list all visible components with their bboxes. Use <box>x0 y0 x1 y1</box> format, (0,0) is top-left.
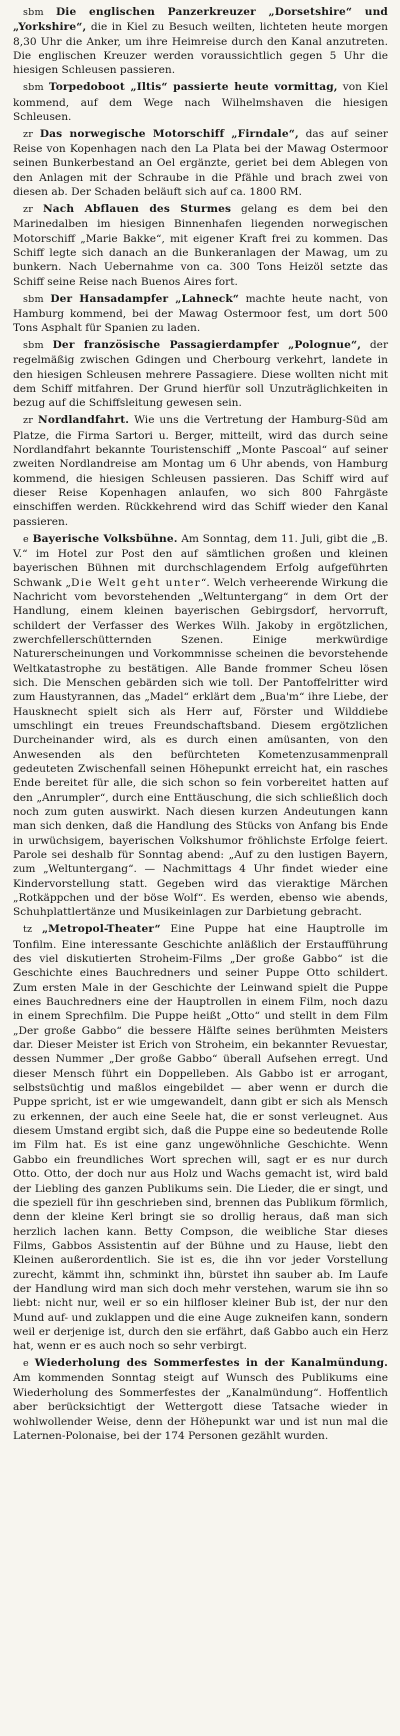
article-sommerfest <box>13 1356 388 1443</box>
author-tag: sbm <box>23 82 44 94</box>
article-body: Am kommenden Sonntag steigt auf Wunsch des Publikums eine Wiederholung des Sommerfestes der „Kanalmündung“. Hoffentlich aber berücksichtigt der Wettergott diese Tatsache wieder in wohlwollender Weise, denn der Höhepunkt war und ist nun mal die Laternen-Polonaise, bei der 174 Personen gezählt wurden. <box>13 1372 388 1442</box>
author-tag: sbm <box>23 293 44 305</box>
author-tag: e <box>23 1358 29 1370</box>
article-sturm <box>13 202 388 289</box>
article-body: von Kiel kommend, auf dem Wege nach Wilhelmshaven die hiesigen Schleusen. <box>13 81 388 123</box>
article-body: gelang es dem bei den Marinedalben im hiesigen Binnenhafen liegenden norwegischen Motorschiff „Marie Bakke“, mit eigener Kraft frei zu kommen. Das Schiff legte sich danach an die Bunkeranlagen der Mawag, um zu bunkern. Nach Uebernahme von ca. 300 Tons Heizöl setzte das Schiff seine Reise nach Buenos Aires fort. <box>13 202 389 288</box>
article-headline: Bayerische Volksbühne. <box>32 532 178 545</box>
article-headline: Nach Abflauen des Sturmes <box>42 202 232 215</box>
article-body: Am Sonntag, dem 11. Juli, gibt die „B. V.“ im Hotel zur Post den auf sämtlichen großen und kleinen bayerischen Bühnen mit durchschlagendem Erfolg aufgeführten Schwank „ <box>13 532 389 589</box>
author-tag: sbm <box>23 340 44 352</box>
author-tag: e <box>23 533 29 545</box>
article-motorschiff-firndale <box>13 127 388 200</box>
article-body: Eine Puppe hat eine Hauptrolle im Tonfilm. Eine interessante Geschichte anläßlich der Erstaufführung des viel diskutierten Stroheim-Films „Der große Gabbo“ ist die Geschichte eines Bauchredners und seiner Puppe Otto schildert. Zum ersten Male in der Geschichte der Leinwand spielt die Puppe eines Bauchredners eine der Hauptrollen in einem Film, noch dazu in einem Sprechfilm. Die Puppe heißt „Otto“ und stellt in dem Film „Der große Gabbo“ die bessere Hälfte seines berühmten Meisters dar. Dieser Meister ist Erich von Stroheim, ein bekannter Revuestar, dessen Nummer „Der große Gabbo“ überall Aufsehen erregt. Und dieser Mensch führt ein Doppelleben. Als Gabbo ist er arrogant, selbstsüchtig und maßlos eingebildet — aber wenn er durch die Puppe spricht, ist er wie umgewandelt, dann gibt er sich als Mensch zu erkennen, der auch eine Seele hat, die er sonst verleugnet. Aus diesem Umstand ergibt sich, daß die Puppe eine so bedeutende Rolle im Film hat. Es ist eine ganz ungewöhnliche Geschichte. Wenn Gabbo ein freundliches Wort sprechen will, sagt er es nur durch Otto. Otto, der doch nur aus Holz und Wachs gemacht ist, wird bald der Liebling des ganzen Publikums sein. Die Lieder, die er singt, und die speziell für ihn geschrieben sind, brennen das Publikum förmlich, denn der kleine Kerl bringt sie so drollig heraus, daß man sich herzlich lachen kann. Betty Compson, die weibliche Star dieses Films, Gabbos Assistentin auf der Bühne und zu Hause, liebt den Kleinen außerordentlich. Sie ist es, die ihn vor jeder Vorstellung zurecht, kämmt ihn, schminkt ihn, bürstet ihn sauber ab. Im Laufe der Handlung wird man sich doch mehr verstehen, warum sie ihn so liebt: nicht nur, weil er so ein hilfloser kleiner Bub ist, der nur den Mund auf- und zuklappen und die eine Auge zukneifen kann, sondern weil er derjenige ist, durch den sie erfährt, daß Gabbo auch ein Herz hat, wenn er es auch noch so sehr verbirgt. <box>13 923 388 1353</box>
article-body: machte heute nacht, von Hamburg kommend, bei der Mawag Ostermoor fest, um dort 500 Tons Asphalt für Spanien zu laden. <box>13 292 388 335</box>
article-headline: Wiederholung des Sommerfestes in der Kanalmündung. <box>34 1357 388 1370</box>
play-title: Die Welt geht unter <box>71 576 201 589</box>
article-body: “. Welch verheerende Wirkung die Nachricht vom bevorstehenden „Weltuntergang“ in dem Ort der Handlung, einem kleinen bayerischen Gebirgsdorf, hervorruft, schildert der Verfasser des Werkes Wilh. Jakoby in ergötzlichen, zwerchfellerschütternden Szenen. Einige merkwürdige Naturerscheinungen und Vorkommnisse scheinen die bevorstehende Weltkatastrophe zu bestätigen. Alle Bande frommer Scheu lösen sich. Die Menschen gebärden sich wie toll. Der Pantoffelritter wird zum Haustyrannen, das „Madel“ erklärt dem „Bua'm“ ihre Liebe, der Hausknecht spielt sich als Herr auf, Förster und Wilddiebe umschlingt ein treues Freundschaftsband. Diesem ergötzlichen Durcheinander wird, als es durch einen amüsanten, von den Anwesenden als den befürchteten Kometenzusammenprall gedeuteten Zwischenfall seinen Höhepunkt erreicht hat, ein rasches Ende bereitet für alle, die sich schon so fein vorbereitet hatten auf den „Anrumpler“, durch eine Enttäuschung, die sich schließlich doch noch zum guten auswirkt. Nach diesen kurzen Andeutungen kann man sich denken, daß die Handlung des Stücks von Anfang bis Ende in urwüchsigem, bayerischen Volkshumor fröhlichste Erfolge feiert. Parole sei deshalb für Sonntag abend: „Auf zu den lustigen Bayern, zum „Weltuntergang“. — Nachmittags 4 Uhr findet wieder eine Kindervorstellung statt. Gegeben wird das vieraktige Märchen „Rotkäppchen und der böse Wolf“. Es werden, ebenso wie abends, Schuhplattlertänze und Musikeinlagen zur Darbietung gebracht. <box>13 576 388 919</box>
article-body: Wie uns die Vertretung der Hamburg-Süd am Platze, die Firma Sartori u. Berger, mitteilt, wird das durch seine Nordlandfahrt bekannte Touristenschiff „Monte Pascoal“ auf seiner zweiten Nordlandreise am Montag um 6 Uhr abends, von Hamburg kommend, die hiesigen Schleusen passieren. Das Schiff wird auf dieser Reise Kopenhagen anlaufen, wo sich 800 Fahrgäste einschiffen werden. Rückkehrend wird das Schiff wieder den Kanal passieren. <box>13 414 388 528</box>
article-headline: Torpedoboot „Iltis“ passierte heute vormittag, <box>48 81 338 94</box>
article-headline: Der französische Passagierdampfer „Polognue“, <box>52 339 362 352</box>
author-tag: zr <box>23 415 34 427</box>
article-body: die in Kiel zu Besuch weilten, lichteten heute morgen 8,30 Uhr die Anker, um ihre Heimreise durch den Kanal anzutreten. Die englischen Kreuzer werden voraussichtlich gegen 5 Uhr die hiesigen Schleusen passieren. <box>13 21 388 77</box>
article-polognue <box>13 338 388 411</box>
author-tag: sbm <box>23 7 44 18</box>
article-headline: Die englischen Panzerkreuzer „Dorsetshire“ und „Yorkshire“, <box>13 6 388 34</box>
author-tag: zr <box>23 128 34 140</box>
article-headline: Nordlandfahrt. <box>38 414 130 427</box>
article-nordlandfahrt <box>13 413 388 529</box>
article-headline: Der Hansadampfer „Lahneck“ <box>50 292 240 305</box>
author-tag: zr <box>23 203 34 215</box>
article-body: das auf seiner Reise von Kopenhagen nach den La Plata bei der Mawag Ostermoor seinen Bunkerbestand an Oel ergänzte, geriet bei dem Ablegen von den Anlagen mit der Schraube in die Pfähle und brach zwei von diesen ab. Der Schaden beläuft sich auf ca. 1800 RM. <box>13 127 388 199</box>
article-headline: „Metropol-Theater“ <box>41 923 161 936</box>
article-torpedoboot <box>13 80 388 124</box>
article-headline: Das norwegische Motorschiff „Firndale“, <box>39 127 299 140</box>
article-body: der regelmäßig zwischen Gdingen und Cherbourg verkehrt, landete in den hiesigen Schleusen mehrere Passagiere. Diese wollten nicht mit dem Schiff mitfahren. Der Grund hierfür soll Unzuträglichkeiten in bezug auf die Schiffsleitung gewesen sein. <box>13 339 389 410</box>
article-metropol-theater <box>13 922 388 1353</box>
author-tag: tz <box>23 924 33 936</box>
article-volksbuehne <box>13 532 388 920</box>
article-lahneck <box>13 292 388 336</box>
article-panzerkreuzer <box>13 5 388 78</box>
